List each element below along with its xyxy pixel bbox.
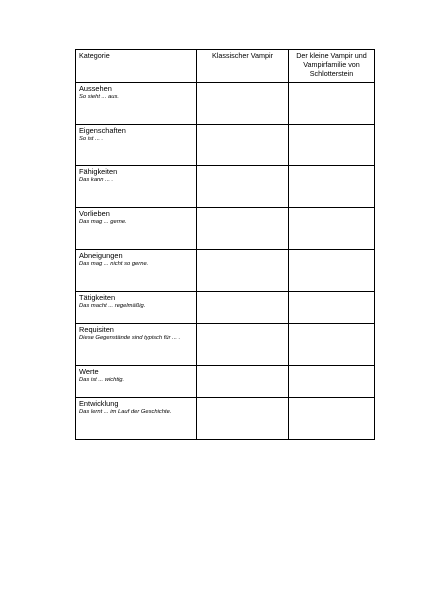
table-row [76,208,375,250]
table-row [76,366,375,398]
category-prompt: Das kann ... . [79,177,114,183]
little-vampire-cell[interactable] [289,398,375,440]
category-label: Eigenschaften [79,126,126,135]
little-vampire-cell[interactable] [289,250,375,292]
category-cell [76,83,197,125]
category-label: Tätigkeiten [79,293,116,302]
table-row [76,324,375,366]
header-klassischer-vampir: Klassischer Vampir [197,50,289,83]
table-row [76,250,375,292]
classic-vampire-cell[interactable] [197,208,289,250]
classic-vampire-cell[interactable] [197,324,289,366]
category-prompt: Das macht ... regelmäßig. [79,303,146,309]
header-kategorie: Kategorie [76,50,197,83]
classic-vampire-cell[interactable] [197,398,289,440]
header-row [76,50,375,83]
header-kleiner-vampir: Der kleine Vampir und Vampirfamilie von Schlotterstein [289,50,375,83]
little-vampire-cell[interactable] [289,83,375,125]
little-vampire-cell[interactable] [289,366,375,398]
category-prompt: Das lernt ... im Lauf der Geschichte. [79,409,172,415]
category-cell [76,398,197,440]
classic-vampire-cell[interactable] [197,366,289,398]
little-vampire-cell[interactable] [289,208,375,250]
classic-vampire-cell[interactable] [197,292,289,324]
classic-vampire-cell[interactable] [197,250,289,292]
category-cell [76,366,197,398]
category-cell [76,292,197,324]
category-cell [76,125,197,166]
category-label: Abneigungen [79,251,123,260]
table-row [76,398,375,440]
category-label: Entwicklung [79,399,119,408]
category-label: Vorlieben [79,209,110,218]
category-prompt: Das mag ... gerne. [79,219,127,225]
classic-vampire-cell[interactable] [197,125,289,166]
little-vampire-cell[interactable] [289,125,375,166]
little-vampire-cell[interactable] [289,166,375,208]
table-row [76,166,375,208]
category-prompt: So ist ... . [79,136,104,142]
category-prompt: Das mag ... nicht so gerne. [79,261,149,267]
category-cell [76,208,197,250]
table-row [76,125,375,166]
category-cell [76,250,197,292]
category-cell [76,324,197,366]
category-prompt: So sieht ... aus. [79,94,119,100]
classic-vampire-cell[interactable] [197,83,289,125]
table-row [76,83,375,125]
category-prompt: Diese Gegenstände sind typisch für ... . [79,335,181,341]
little-vampire-cell[interactable] [289,292,375,324]
classic-vampire-cell[interactable] [197,166,289,208]
category-label: Fähigkeiten [79,167,118,176]
category-prompt: Das ist ... wichtig. [79,377,125,383]
little-vampire-cell[interactable] [289,324,375,366]
comparison-table [75,49,375,440]
category-label: Requisiten [79,325,114,334]
category-cell [76,166,197,208]
category-label: Aussehen [79,84,112,93]
category-label: Werte [79,367,99,376]
table-row [76,292,375,324]
